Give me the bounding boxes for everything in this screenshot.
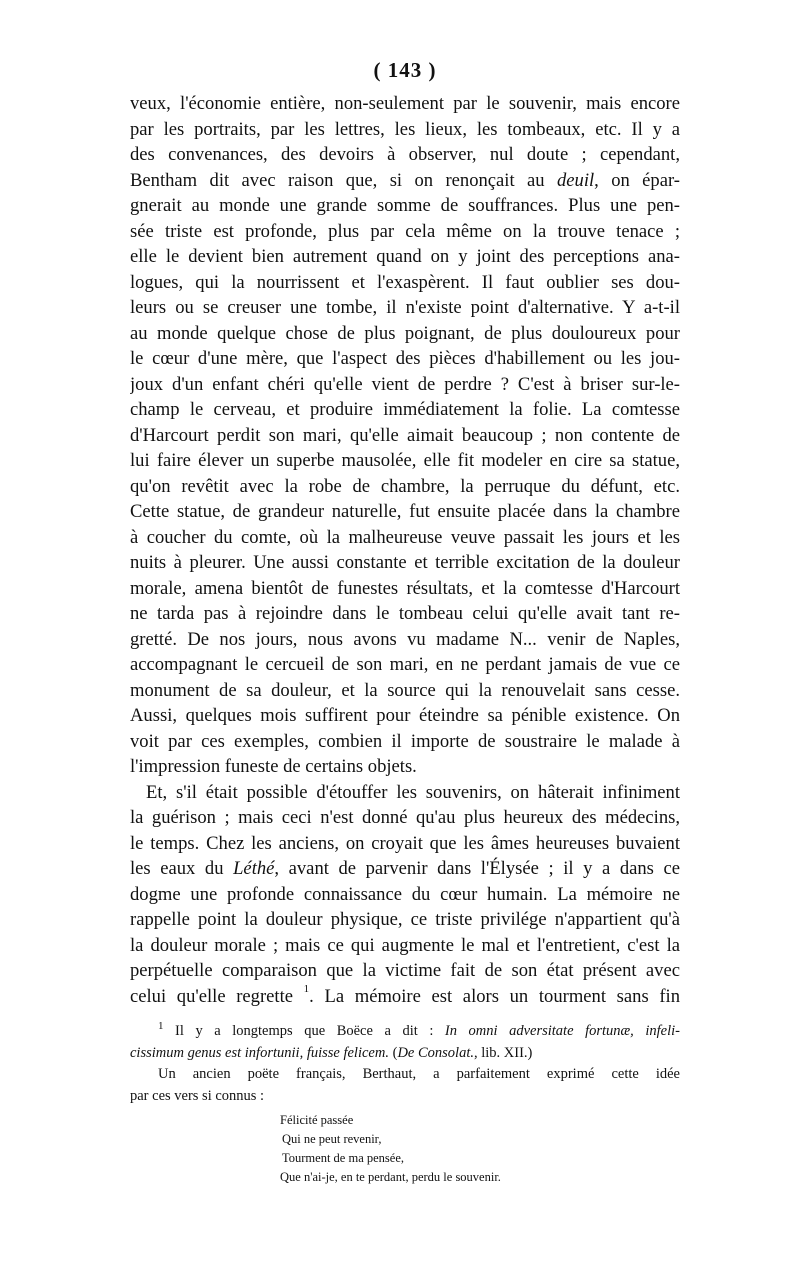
second-paragraph — [130, 780, 680, 1010]
text-line: au monde quelque chose de plus poignant, de plus douloureux pour — [130, 322, 680, 344]
text-line: qu'on revêtit avec la robe de chambre, la perruque du défunt, etc. — [130, 475, 680, 497]
text-line: ne tarda pas à rejoindre dans le tombeau celui qu'elle avait tant re- — [130, 603, 680, 624]
text-line: l'impression funeste de certains objets. — [130, 756, 417, 777]
text-line: nuits à pleurer. Une aussi constante et terrible excitation de la douleur — [130, 552, 680, 573]
text-line: veux, l'économie entière, non-seulement par le souvenir, mais encore — [130, 93, 680, 114]
text-line: la guérison ; mais ceci n'est donné qu'au plus heureux des médecins, — [130, 807, 680, 828]
footnote-line: par ces vers si connus : — [130, 1087, 265, 1104]
text-line: logues, qui la nourrissent et l'exaspèrent. Il faut oublier ses dou- — [130, 271, 680, 293]
text-line: rappelle point la douleur physique, ce triste privilége n'appartient qu'à — [130, 909, 680, 930]
text-line: Et, s'il était possible d'étouffer les souvenirs, on hâterait infiniment — [146, 781, 680, 803]
footnote-line: cissimum genus est infortunii, fuisse felicem. (De Consolat., lib. XII.) — [130, 1044, 533, 1061]
text-line: gnerait au monde une grande somme de souffrances. Plus une pen- — [130, 195, 680, 216]
text-line: par les portraits, par les lettres, les lieux, les tombeaux, etc. Il y a — [130, 118, 680, 140]
page-number: ( 143 ) — [373, 58, 437, 82]
text-line: voit par ces exemples, combien il importe de soustraire le malade à — [130, 730, 680, 752]
poem-quote — [130, 1111, 680, 1187]
main-paragraph — [130, 91, 680, 780]
poem-line: Qui ne peut revenir, — [282, 1132, 382, 1146]
text-line: le cœur d'une mère, que l'aspect des pièces d'habillement ou les jou- — [130, 348, 680, 369]
text-line: à coucher du comte, où la malheureuse veuve passait les jours et les — [130, 526, 680, 548]
poem-line: Félicité passée — [280, 1113, 354, 1127]
text-line: champ le cerveau, et produire immédiatement la folie. La comtesse — [130, 399, 680, 420]
poem-line: Que n'ai-je, en te perdant, perdu le souvenir. — [280, 1170, 501, 1184]
text-line: dogme une profonde connaissance du cœur humain. La mémoire ne — [130, 883, 680, 905]
text-line: sée triste est profonde, plus par cela même on la trouve tenace ; — [130, 220, 680, 242]
book-page — [130, 58, 680, 1187]
text-line: Bentham dit avec raison que, si on renonçait au deuil, on épar- — [130, 169, 680, 191]
text-line: leurs ou se creuser une tombe, il n'existe point d'alternative. Y a-t-il — [130, 297, 680, 318]
text-line: Aussi, quelques mois suffirent pour éteindre sa pénible existence. On — [130, 705, 680, 726]
text-line: perpétuelle comparaison que la victime fait de son état présent avec — [130, 960, 680, 981]
text-line: lui faire élever un superbe mausolée, elle fit modeler en cire sa statue, — [130, 450, 680, 471]
text-line: Cette statue, de grandeur naturelle, fut ensuite placée dans la chambre — [130, 501, 680, 522]
text-line: celui qu'elle regrette $^1$. La mémoire est alors un tourment sans fin — [130, 983, 680, 1007]
text-line: des convenances, des devoirs à observer, nul doute ; cependant, — [130, 144, 680, 165]
text-line: joux d'un enfant chéri qu'elle vient de perdre ? C'est à briser sur-le- — [130, 373, 680, 395]
text-line: accompagnant le cercueil de son mari, en ne perdant jamais de vue ce — [130, 654, 680, 675]
poem-line: Tourment de ma pensée, — [282, 1151, 404, 1165]
text-line: gretté. De nos jours, nous avons vu madame N... venir de Naples, — [130, 628, 680, 650]
text-line: d'Harcourt perdit son mari, qu'elle aimait beaucoup ; non contente de — [130, 424, 680, 446]
text-line: morale, amena bientôt de funestes résultats, et la comtesse d'Harcourt — [130, 577, 680, 599]
text-line: la douleur morale ; mais ce qui augmente le mal et l'entretient, c'est la — [130, 934, 680, 956]
footnotes — [130, 1021, 680, 1107]
text-line: elle le devient bien autrement quand on y joint des perceptions ana- — [130, 246, 680, 267]
text-line: le temps. Chez les anciens, on croyait que les âmes heureuses buvaient — [130, 832, 680, 854]
footnote-line: $^1$ Il y a longtemps que Boëce a dit : In omni adversitate fortunæ, infeli- — [158, 1021, 680, 1039]
text-line: les eaux du Léthé, avant de parvenir dans l'Élysée ; il y a dans ce — [130, 858, 680, 879]
footnote-line: Un ancien poëte français, Berthaut, a parfaitement exprimé cette idée — [158, 1066, 680, 1082]
text-line: monument de sa douleur, et la source qui la renouvelait sans cesse. — [130, 679, 680, 701]
